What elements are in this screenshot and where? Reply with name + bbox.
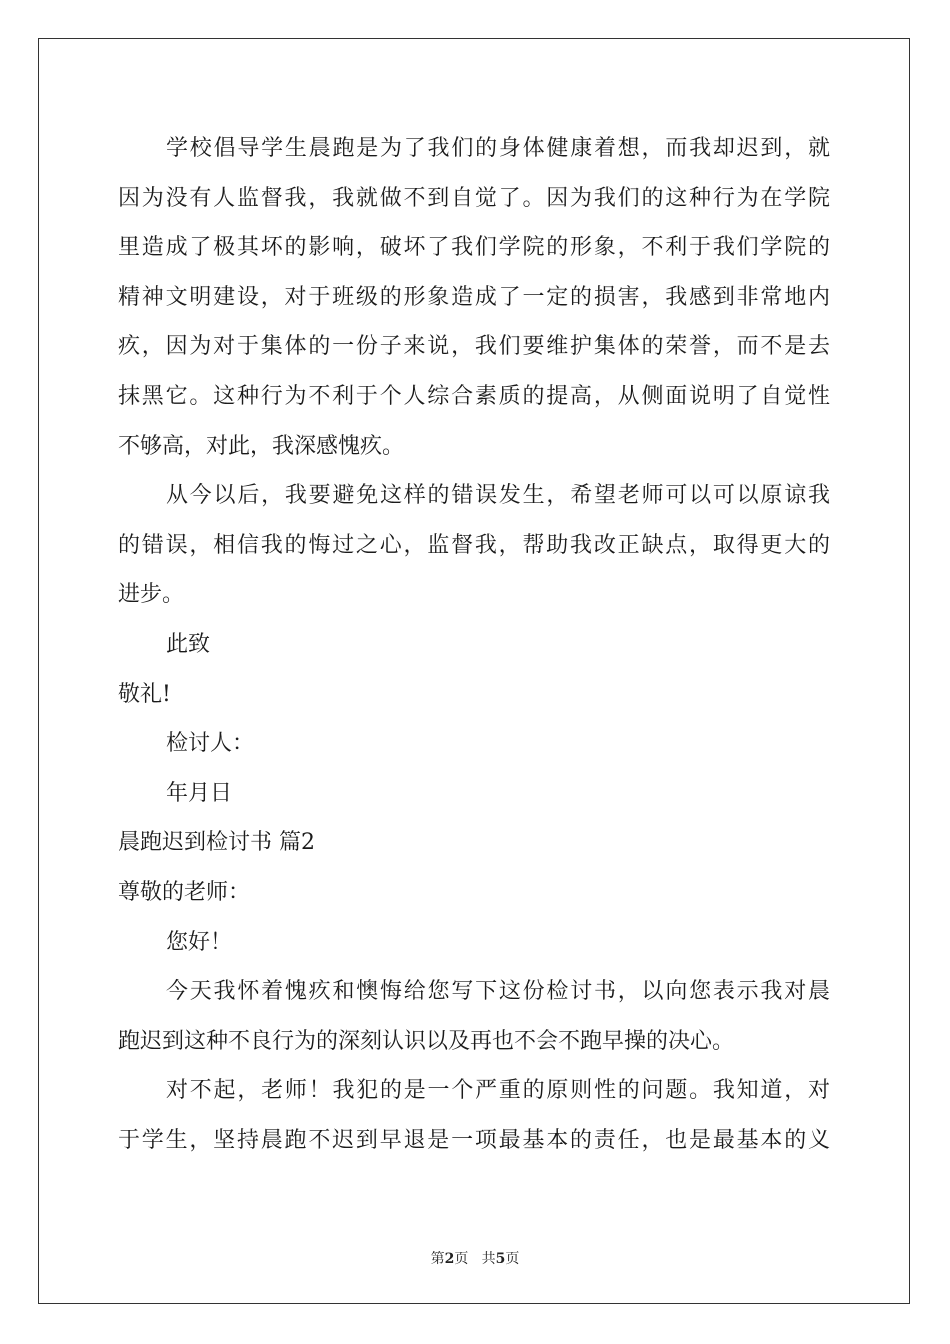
- text-line: 敬礼!: [118, 681, 171, 707]
- page-footer: [0, 1248, 950, 1268]
- text-line: 里造成了极其坏的影响，破坏了我们学院的形象，不利于我们学院的: [118, 235, 830, 261]
- text-line: 于学生，坚持晨跑不迟到早退是一项最基本的责任，也是最基本的义: [118, 1127, 830, 1153]
- text-line: 疚，因为对于集体的一份子来说，我们要维护集体的荣誉，而不是去: [118, 334, 830, 360]
- text-line: 抹黑它。这种行为不利于个人综合素质的提高，从侧面说明了自觉性: [118, 383, 830, 409]
- text-line: 此致: [166, 631, 211, 657]
- text-line: 的错误，相信我的悔过之心，监督我，帮助我改正缺点，取得更大的: [118, 532, 830, 558]
- footer-page-number: 2: [444, 1251, 455, 1267]
- text-line: 今天我怀着愧疚和懊悔给您写下这份检讨书，以向您表示我对晨: [166, 979, 830, 1005]
- text-line: 晨跑迟到检讨书 篇2: [118, 830, 315, 856]
- text-line: 精神文明建设，对于班级的形象造成了一定的损害，我感到非常地内: [118, 284, 830, 310]
- text-line: 跑迟到这种不良行为的深刻认识以及再也不会不跑早操的决心。: [118, 1028, 735, 1054]
- text-line: 您好！: [166, 929, 233, 955]
- footer-total-unit: 页: [505, 1251, 520, 1267]
- text-line: 检讨人：: [166, 731, 255, 757]
- text-line: 尊敬的老师：: [118, 879, 251, 905]
- footer-page-unit: 页: [454, 1251, 469, 1267]
- footer-total-pages: 5: [495, 1251, 506, 1267]
- text-line: 学校倡导学生晨跑是为了我们的身体健康着想，而我却迟到，就: [166, 136, 830, 161]
- footer-total-prefix: 共: [481, 1251, 496, 1267]
- text-line: 因为没有人监督我，我就做不到自觉了。因为我们的这种行为在学院: [118, 185, 830, 211]
- text-line: 不够高，对此，我深感愧疚。: [118, 433, 405, 459]
- footer-page-prefix: 第: [430, 1251, 445, 1267]
- document-body: [118, 124, 830, 1165]
- text-line: 进步。: [118, 582, 185, 608]
- text-line: 对不起，老师！我犯的是一个严重的原则性的问题。我知道，对: [166, 1078, 830, 1104]
- text-line: 年月日: [166, 780, 233, 806]
- text-line: 从今以后，我要避免这样的错误发生，希望老师可以可以原谅我: [166, 483, 830, 509]
